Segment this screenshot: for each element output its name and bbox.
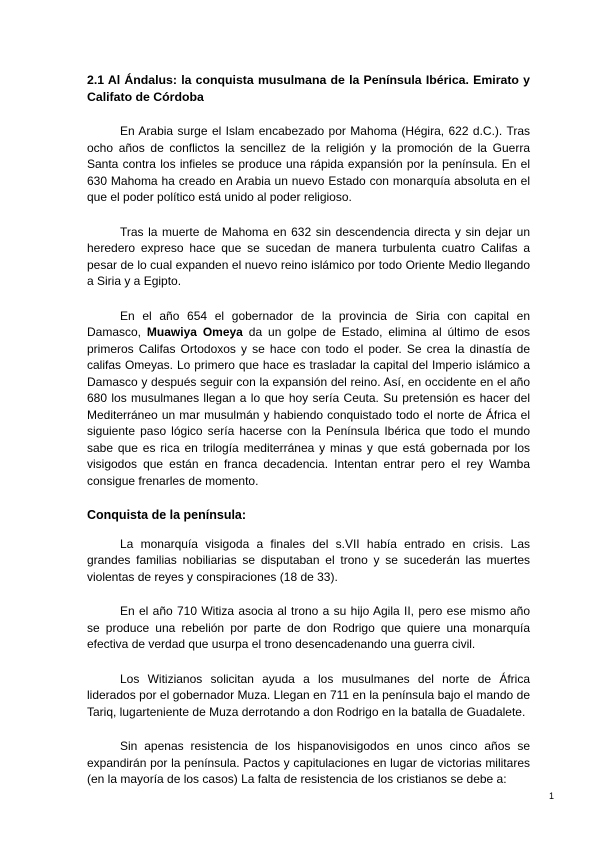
paragraph-1: En Arabia surge el Islam encabezado por Mahoma (Hégira, 622 d.C.). Tras ocho años de conflictos la sencillez de la religión y la promoción de la Guerra Santa contra los infieles se produce una rápida expansión por la península. En el 630 Mahoma ha creado en Arabia un nuevo Estado con monarquía absoluta en el que el poder político está unido al poder religioso. [87, 124, 530, 204]
paragraph-3-text-end: da un golpe de Estado, elimina al último de esos primeros Califas Ortodoxos y se hace con todo el poder. Se crea la dinastía de califas Omeyas. Lo primero que hace es trasladar la capital del Imperio islámico a Damasco y después seguir con la expansión del reino. Así, en occidente en el año 680 los musulmanes llegan a lo que hoy sería Ceuta. Su pretensión es hacer del Mediterráneo un mar musulmán y habiendo conquistado todo el norte de África el siguiente paso lógico sería hacerse con la Península Ibérica que todo el mundo sabe que es rica en trilogía mediterránea y minas y que está gobernada por los visigodos que están en franca decadencia. Intentan entrar pero el rey Wamba consigue frenarles de momento. [87, 325, 531, 488]
paragraph-5: En el año 710 Witiza asocia al trono a su hijo Agila II, pero ese mismo año se produce una rebelión por parte de don Rodrigo que quiere una monarquía efectiva de verdad que usurpa el trono desencadenando una guerra civil. [87, 604, 530, 651]
paragraph-6: Los Witizianos solicitan ayuda a los musulmanes del norte de África liderados por el gobernador Muza. Llegan en 711 en la península bajo el mando de Tariq, lugarteniente de Muza derrotando a don Rodrigo en la batalla de Guadalete. [87, 671, 530, 719]
subheading-conquista: Conquista de la península: [87, 508, 247, 522]
document-body [87, 72, 530, 806]
paragraph-4: La monarquía visigoda a finales del s.VII había entrado en crisis. Las grandes familias nobiliarias se disputaban el trono y se sucederán las muertes violentas de reyes y conspiraciones (18 de 33). [87, 536, 530, 584]
paragraph-7: Sin apenas resistencia de los hispanovisigodos en unos cinco años se expandirán por la península. Pactos y capitulaciones en lugar de victorias militares (en la mayoría de los casos) La falta de resistencia de los cristianos se debe a: [87, 739, 530, 786]
muawiya-omeya-name: Muawiya Omeya [146, 325, 243, 339]
paragraph-3-text-start: En el año 654 el gobernador de la provincia de Siria con capital en Damasco, [87, 308, 530, 339]
paragraph-2: Tras la muerte de Mahoma en 632 sin descendencia directa y sin dejar un heredero expreso hace que se sucedan de manera turbulenta cuatro Califas a pesar de lo cual expanden el nuevo reino islámico por todo Oriente Medio llegando a Siria y a Egipto. [87, 224, 530, 288]
paragraph-3 [87, 308, 530, 490]
section-title: 2.1 Al Ándalus: la conquista musulmana de la Península Ibérica. Emirato y Califato de Córdoba [87, 73, 530, 104]
page-number: 1 [549, 791, 555, 801]
